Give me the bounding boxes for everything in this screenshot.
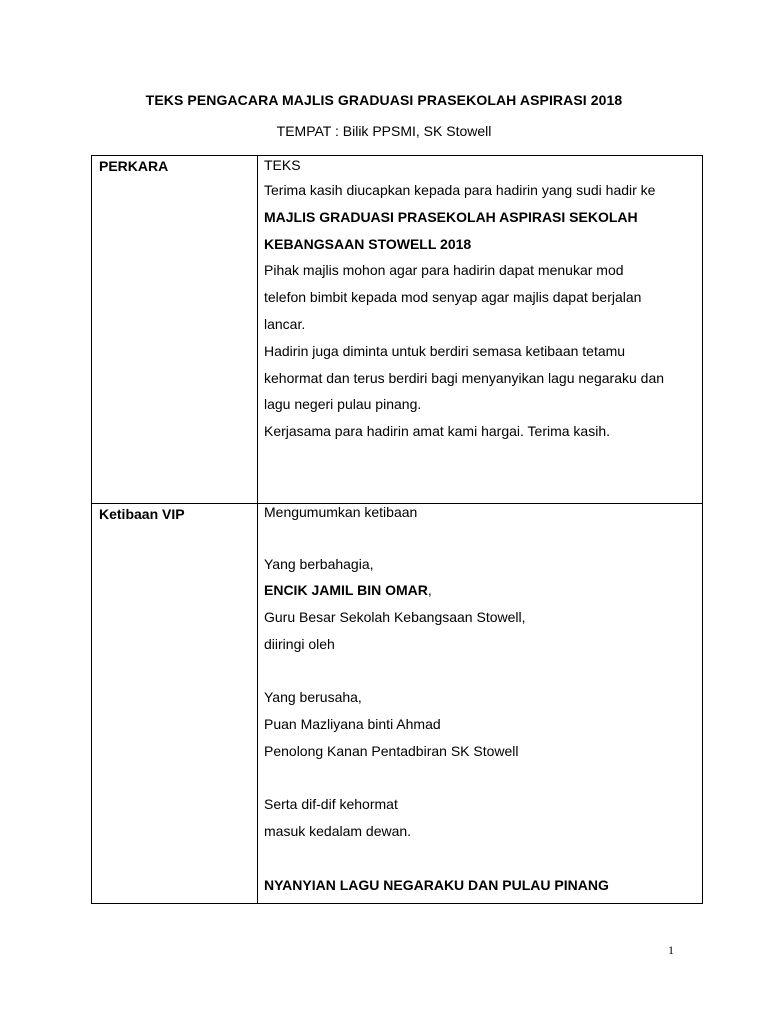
script-line: Yang berbahagia, xyxy=(264,555,374,572)
script-line: telefon bimbit kepada mod senyap agar majlis dapat berjalan xyxy=(264,289,642,306)
table-cell-label xyxy=(92,156,258,504)
script-line: lagu negeri pulau pinang. xyxy=(264,396,422,413)
table-cell-text xyxy=(258,156,703,504)
script-line: masuk kedalam dewan. xyxy=(264,823,412,840)
blank-line xyxy=(264,845,698,872)
vip-name: ENCIK JAMIL BIN OMAR xyxy=(264,582,428,599)
blank-line xyxy=(264,524,698,551)
script-line: Penolong Kanan Pentadbiran SK Stowell xyxy=(264,742,519,759)
vip-name-comma: , xyxy=(427,582,432,599)
script-line: Yang berusaha, xyxy=(264,689,362,706)
event-name-line: KEBANGSAAN STOWELL 2018 xyxy=(264,235,472,252)
event-name-line: MAJLIS GRADUASI PRASEKOLAH ASPIRASI SEKOLAH xyxy=(264,208,638,225)
blank-line xyxy=(264,658,698,685)
script-line: diiringi oleh xyxy=(264,635,335,652)
table-cell-text xyxy=(258,504,703,904)
script-line: Puan Mazliyana binti Ahmad xyxy=(264,716,441,733)
blank-line xyxy=(264,765,698,792)
column-header-perkara: PERKARA xyxy=(99,158,169,174)
emcee-script-table xyxy=(91,155,703,904)
script-line: kehormat dan terus berdiri bagi menyanyikan lagu negaraku dan xyxy=(264,369,665,386)
venue-line: TEMPAT : Bilik PPSMI, SK Stowell xyxy=(276,123,492,139)
script-line: Hadirin juga diminta untuk berdiri semasa ketibaan tetamu xyxy=(264,342,626,359)
anthem-line: NYANYIAN LAGU NEGARAKU DAN PULAU PINANG xyxy=(264,876,609,893)
script-line: Kerjasama para hadirin amat kami hargai. Terima kasih. xyxy=(264,423,611,440)
script-line: Serta dif-dif kehormat xyxy=(264,796,398,813)
script-line: lancar. xyxy=(264,315,306,332)
column-header-teks: TEKS xyxy=(264,157,301,173)
script-line: Pihak majlis mohon agar para hadirin dapat menukar mod xyxy=(264,262,624,279)
table-row xyxy=(92,156,703,504)
page-number: 1 xyxy=(668,943,674,957)
script-line: Terima kasih diucapkan kepada para hadirin yang sudi hadir ke xyxy=(264,182,656,198)
document-title: TEKS PENGACARA MAJLIS GRADUASI PRASEKOLAH ASPIRASI 2018 xyxy=(145,92,623,108)
vip-name-line xyxy=(264,577,698,604)
script-line: Guru Besar Sekolah Kebangsaan Stowell, xyxy=(264,609,526,626)
table-cell-label xyxy=(92,504,258,904)
script-line: Mengumumkan ketibaan xyxy=(264,504,418,520)
table-row xyxy=(92,504,703,904)
section-label-ketibaan-vip: Ketibaan VIP xyxy=(99,506,185,522)
